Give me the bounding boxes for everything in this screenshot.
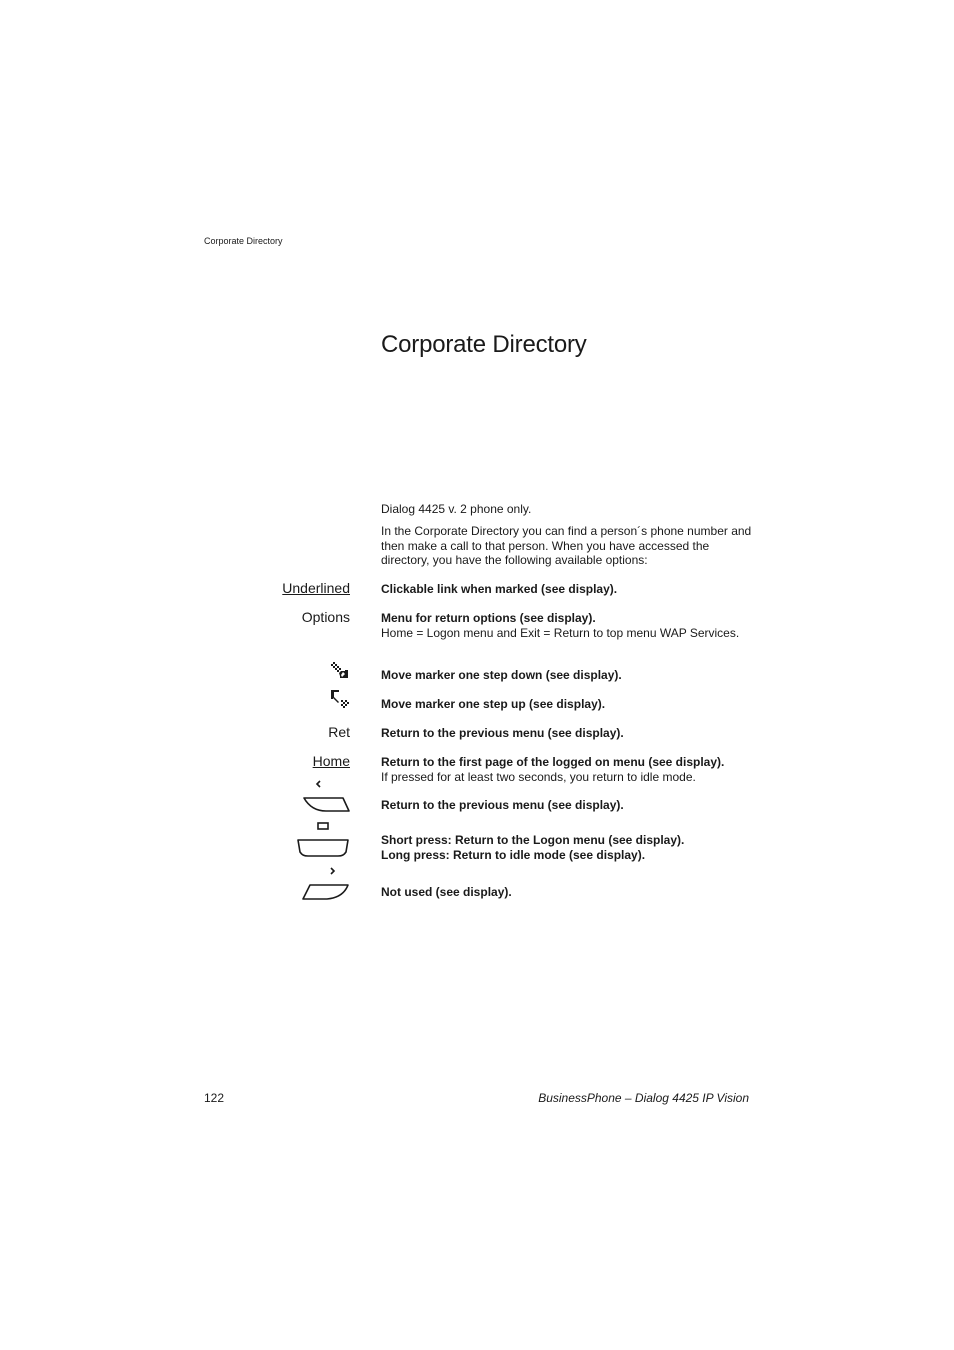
option-label-ret: Ret (328, 724, 350, 740)
option-desc-text: Short press: Return to the Logon menu (see display). (381, 833, 685, 847)
left-soft-key-icon (303, 778, 351, 814)
option-label-options: Options (301, 609, 350, 625)
option-desc-text: Not used (see display). (381, 885, 512, 899)
option-desc-text: Clickable link when marked (see display). (381, 582, 618, 596)
page-number: 122 (204, 1091, 225, 1105)
footer-doc-title: BusinessPhone – Dialog 4425 IP Vision (538, 1091, 749, 1105)
option-desc-text: Menu for return options (see display). (381, 611, 596, 625)
option-desc-subtext: Home = Logon menu and Exit = Return to top menu WAP Services. (381, 625, 740, 640)
option-label-underlined: Underlined (282, 580, 350, 596)
option-desc-subtext: Long press: Return to idle mode (see display). (381, 847, 646, 862)
running-head: Corporate Directory (204, 236, 283, 246)
option-desc-text: Move marker one step down (see display). (381, 668, 622, 682)
option-desc-text: Move marker one step up (see display). (381, 697, 606, 711)
option-desc-marker-up (381, 697, 761, 712)
option-desc-ret (381, 726, 761, 741)
option-desc-text: Return to the first page of the logged on menu (see display). (381, 755, 725, 769)
option-desc-marker-down (381, 668, 761, 683)
middle-soft-key-icon (296, 821, 352, 859)
option-desc-text: Return to the previous menu (see display). (381, 798, 624, 812)
option-desc-subtext: If pressed for at least two seconds, you return to idle mode. (381, 769, 696, 784)
option-desc-options (381, 611, 761, 640)
intro-note: Dialog 4425 v. 2 phone only. (381, 502, 532, 516)
option-desc-right-key (381, 885, 761, 900)
option-label-home: Home (312, 753, 350, 769)
right-soft-key-icon (301, 865, 351, 901)
option-desc-left-key (381, 798, 761, 813)
arrow-down-right-icon (331, 662, 349, 680)
option-desc-middle-key (381, 833, 761, 862)
option-desc-text: Return to the previous menu (see display). (381, 726, 624, 740)
page-title: Corporate Directory (381, 331, 587, 358)
option-desc-home (381, 755, 761, 784)
intro-paragraph: In the Corporate Directory you can find a person´s phone number and then make a call to that person. When you have accessed the directory, you have the following available options: (381, 524, 752, 567)
option-desc-underlined (381, 582, 761, 597)
arrow-up-left-icon (331, 690, 349, 708)
